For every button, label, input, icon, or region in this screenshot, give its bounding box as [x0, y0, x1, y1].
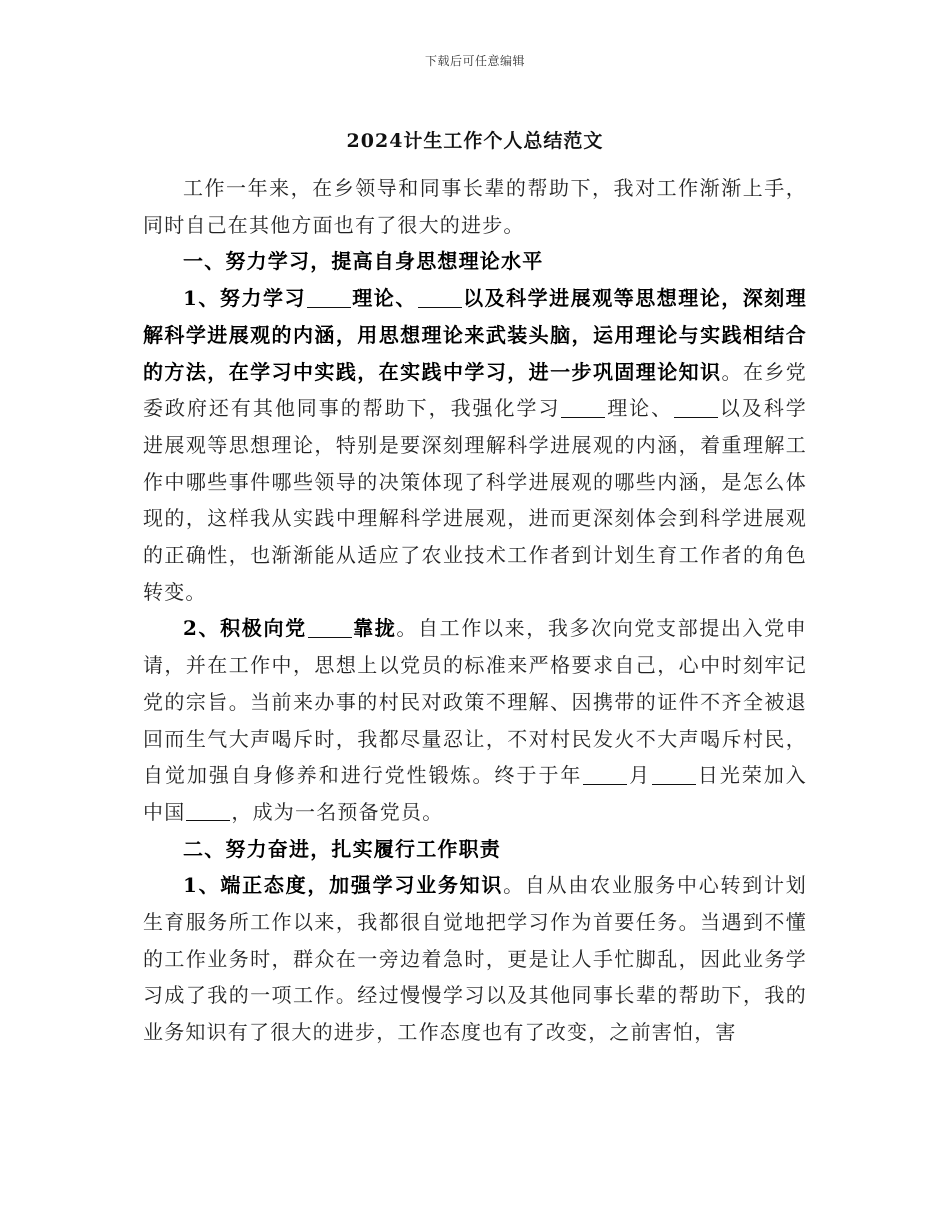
page-header-note: 下载后可任意编辑 — [424, 54, 525, 68]
body-text: 理论、 — [606, 396, 674, 421]
intro-paragraph: 工作一年来，在乡领导和同事长辈的帮助下，我对工作渐渐上手，同时自己在其他方面也有了很大的进步。 — [143, 176, 807, 237]
blank-underline — [674, 397, 718, 418]
body-text: 。在乡党委政府还有其他同事的帮助下，我强化学习 — [143, 359, 807, 421]
body-text: 。自从由农业服务中心转到计划生育服务所工作以来，我都很自觉地把学习作为首要任务。当遇到不懂的工作业务时，群众在一旁边着急时，更是让人手忙脚乱，因此业务学习成了我的一项工作。经过慢慢学习以及其他同事长辈的帮助下，我的业务知识有了很大的进步，工作态度也有了改变，之前害怕，害 — [143, 873, 807, 1045]
blank-underline — [307, 287, 351, 308]
document-title: 2024计生工作个人总结范文 — [346, 130, 604, 152]
section-1-paragraph-1 — [143, 280, 807, 610]
section-2-heading: 二、努力奋进，扎实履行工作职责 — [183, 836, 501, 861]
lead-text: 靠拢 — [352, 616, 397, 641]
section-1-paragraph-2 — [143, 610, 807, 830]
lead-text: 1、端正态度，加强学习业务知识 — [183, 873, 504, 898]
lead-text: 以及科学进展观等思想理论，深刻理解科学进展观的内涵，用思想理论来武装头脑，运用理论与实践相结合的方法，在学习中实践，在实践中学习，进一步巩固理论知识 — [143, 286, 807, 384]
blank-underline — [652, 764, 696, 785]
body-text: 以及科学进展观等思想理论，特别是要深刻理解科学进展观的内涵，着重理解工作中哪些事件哪些领导的决策体现了科学进展观的哪些内涵，是怎么体现的，这样我从实践中理解科学进展观，进而更深刻体会到科学进展观的正确性，也渐渐能从适应了农业技术工作者到计划生育工作者的角色转变。 — [143, 396, 807, 604]
blank-underline — [308, 617, 352, 638]
blank-underline — [561, 397, 605, 418]
document-body — [143, 170, 807, 1051]
lead-text: 2、积极向党 — [183, 616, 307, 641]
body-text: ，成为一名预备党员。 — [231, 799, 444, 824]
body-text: 日光荣加入中国 — [143, 763, 808, 824]
body-text: 月 — [628, 763, 652, 788]
section-2-paragraph-1 — [143, 867, 807, 1051]
body-text: 。自工作以来，我多次向党支部提出入党申请，并在工作中，思想上以党员的标准来严格要求自己，心中时刻牢记党的宗旨。当前来办事的村民对政策不理解、因携带的证件不齐全被退回而生气大声喝斥时，我都尽量忍让，不对村民发火不大声喝斥村民，自觉加强自身修养和进行党性锻炼。终于于年 — [143, 616, 807, 788]
blank-underline — [583, 764, 627, 785]
lead-text: 理论、 — [351, 286, 417, 311]
lead-text: 1、努力学习 — [183, 286, 306, 311]
blank-underline — [186, 800, 230, 821]
blank-underline — [418, 287, 462, 308]
section-1-heading: 一、努力学习，提高自身思想理论水平 — [183, 249, 544, 274]
